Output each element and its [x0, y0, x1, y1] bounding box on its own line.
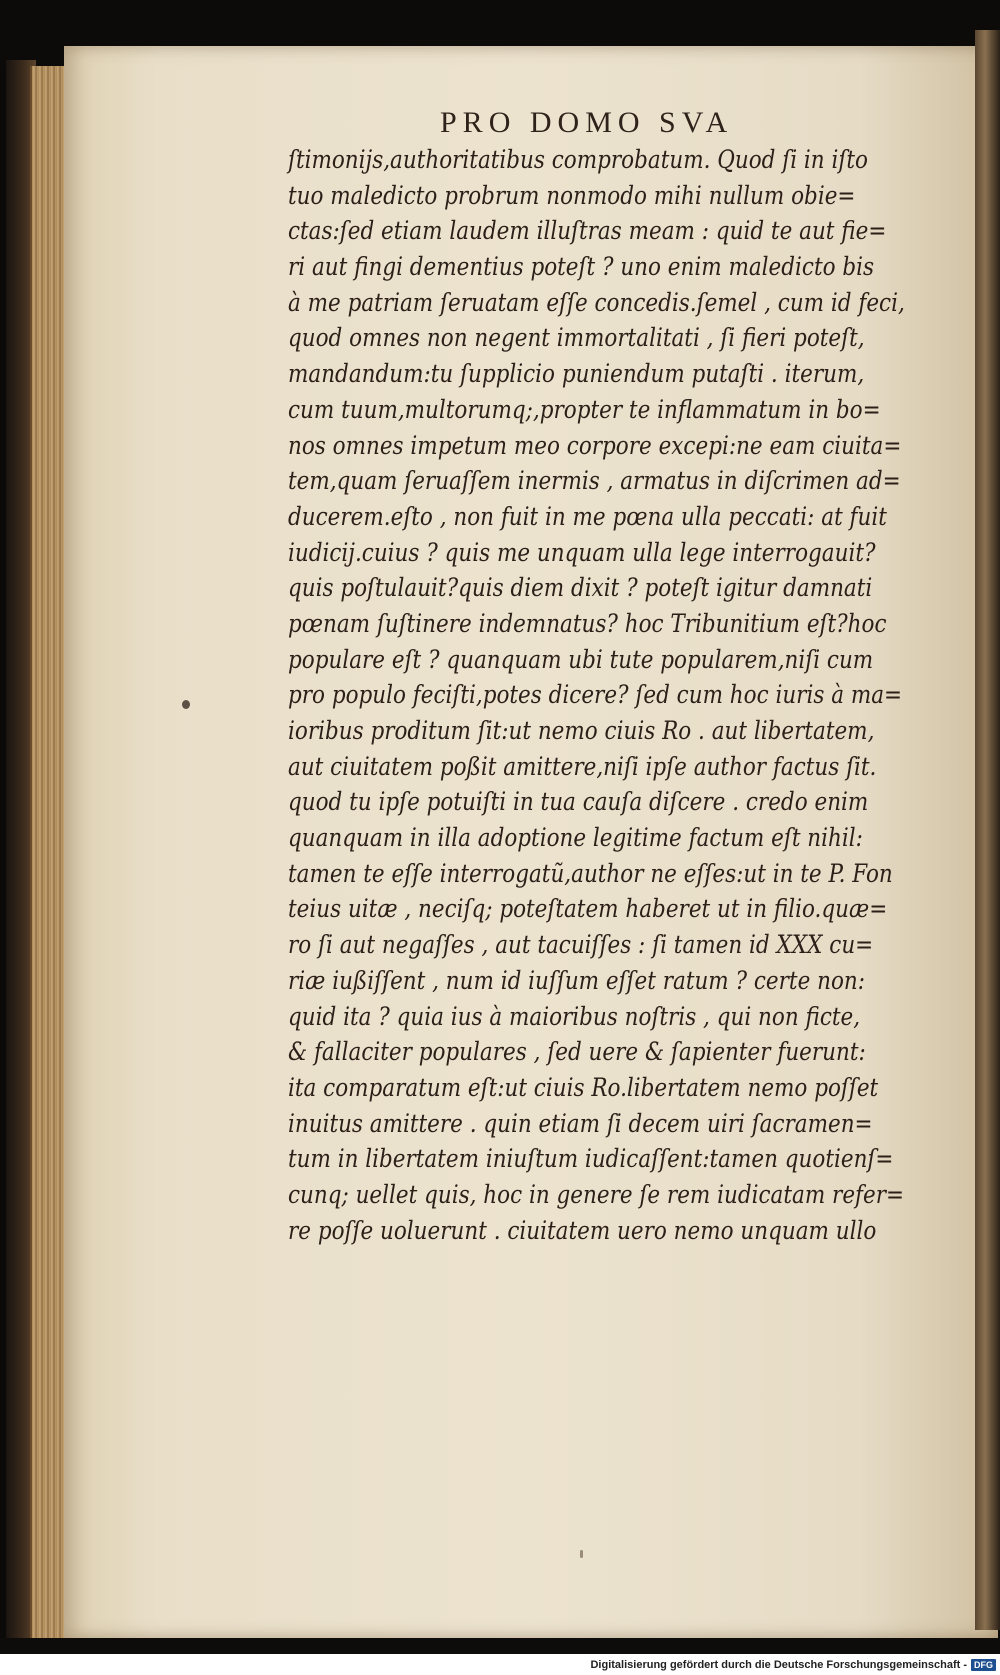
- text-line: cum tuum,multorumq;,propter te inflammatum in bo=: [288, 394, 881, 424]
- text-line: tum in libertatem iniuſtum iudicaſſent:tamen quotienſ=: [288, 1144, 894, 1174]
- text-line: teius uitæ , neciſq; poteſtatem haberet ut in filio.quæ=: [288, 894, 888, 924]
- text-line: ro ſi aut negaſſes , aut tacuiſſes : ſi tamen id XXX cu=: [288, 930, 874, 960]
- text-line: iudicij.cuius ? quis me unquam ulla lege interrogauit?: [288, 537, 876, 567]
- text-line: inuitus amittere . quin etiam ſi decem uiri ſacramen=: [288, 1108, 873, 1138]
- text-line: aut ciuitatem poßit amittere,niſi ipſe author factus ſit.: [288, 751, 877, 781]
- body-text: [288, 142, 943, 1248]
- text-line: pœnam ſuſtinere indemnatus? hoc Tribunitium eſt?hoc: [288, 608, 887, 638]
- text-line: re poſſe uoluerunt . ciuitatem uero nemo unquam ullo: [288, 1215, 877, 1245]
- text-line: quis poſtulauit?quis diem dixit ? poteſt igitur damnati: [288, 573, 873, 603]
- text-line: mandandum:tu ſupplicio puniendum putaſti . iterum,: [288, 359, 865, 389]
- text-line: populare eſt ? quanquam ubi tute popularem,niſi cum: [288, 644, 874, 674]
- text-line: quid ita ? quia ius à maioribus noſtris , qui non ficte,: [288, 1001, 861, 1031]
- text-line: ducerem.eſto , non fuit in me pœna ulla peccati: at fuit: [288, 501, 887, 531]
- text-line: tuo maledicto probrum nonmodo mihi nullum obie=: [288, 180, 856, 210]
- text-line: tem,quam ſeruaſſem inermis , armatus in diſcrimen ad=: [288, 466, 901, 496]
- text-line: ri aut fingi dementius poteſt ? uno enim maledicto bis: [288, 252, 875, 282]
- text-line: quod omnes non negent immortalitati , ſi fieri poteſt,: [288, 323, 865, 353]
- text-line: ioribus proditum ſit:ut nemo ciuis Ro . aut libertatem,: [288, 716, 875, 745]
- footer-bar: [0, 1654, 1000, 1675]
- text-line: quanquam in illa adoptione legitime factum eſt nihil:: [288, 823, 863, 853]
- text-line: ctas:ſed etiam laudem illuſtras meam : quid te aut fie=: [288, 216, 887, 246]
- dfg-logo: DFG: [971, 1659, 996, 1671]
- text-line: tamen te eſſe interrogatũ,author ne eſſes:ut in te P. Fon: [288, 858, 893, 888]
- ink-stain: [182, 700, 190, 709]
- book-edge-right: [975, 30, 1000, 1630]
- text-line: cunq; uellet quis, hoc in genere ſe rem iudicatam refer=: [288, 1179, 905, 1209]
- text-line: & fallaciter populares , ſed uere & ſapienter fuerunt:: [288, 1037, 866, 1067]
- text-line: quod tu ipſe potuiſti in tua cauſa diſcere . credo enim: [288, 787, 869, 817]
- running-head: PRO DOMO SVA: [440, 106, 734, 139]
- paper-speck: [580, 1550, 583, 1558]
- text-line: riæ iußiſſent , num id iuſſum eſſet ratum ? certe non:: [288, 965, 866, 995]
- text-line: ſtimonijs,authoritatibus comprobatum. Quod ſi in iſto: [288, 145, 868, 174]
- text-line: à me patriam ſeruatam eſſe concedis.ſemel , cum id feci,: [288, 287, 905, 317]
- footer-credit: Digitalisierung gefördert durch die Deutsche Forschungsgemeinschaft -: [590, 1658, 967, 1671]
- scan-background-bottom: [0, 1638, 1000, 1654]
- text-line: nos omnes impetum meo corpore excepi:ne eam ciuita=: [288, 430, 902, 460]
- text-line: ita comparatum eſt:ut ciuis Ro.libertatem nemo poſſet: [288, 1072, 879, 1102]
- text-line: pro populo feciſti,potes dicere? ſed cum hoc iuris à ma=: [288, 680, 903, 710]
